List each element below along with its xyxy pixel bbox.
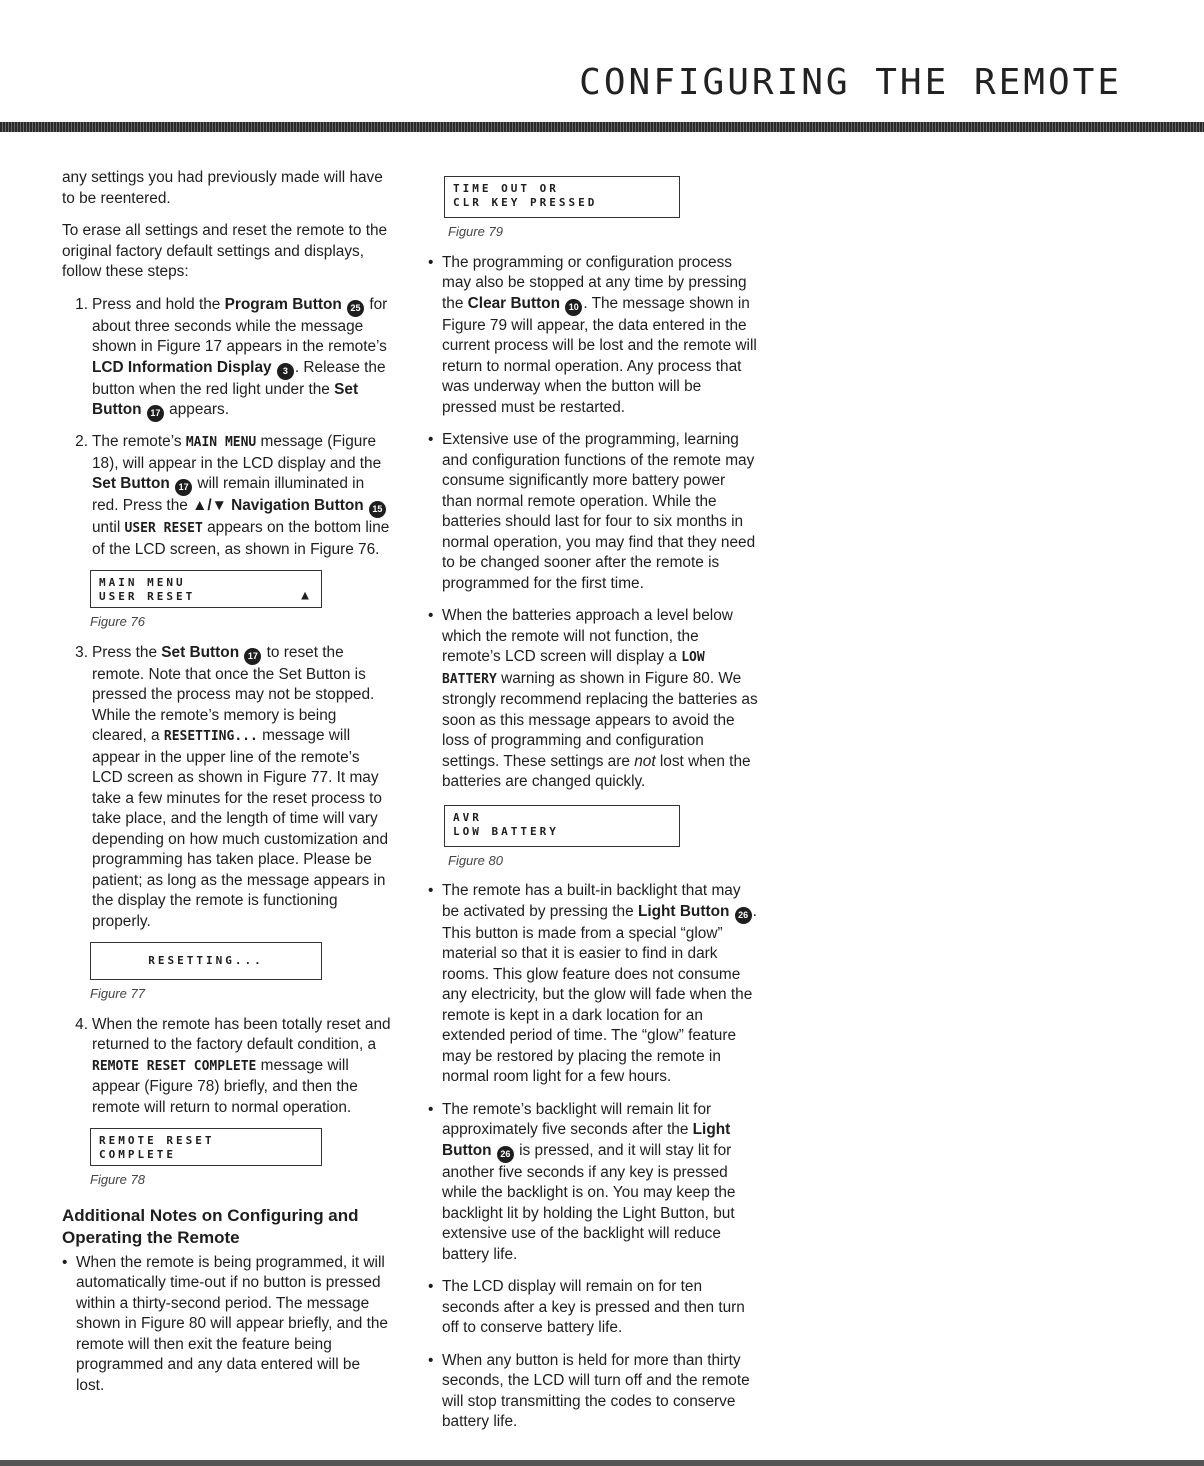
figure-caption: Figure 78 xyxy=(90,1172,145,1187)
step-4 xyxy=(62,1015,392,1119)
callout-badge: 15 xyxy=(369,501,386,518)
lcd-figure-79: TIME OUT OR CLR KEY PRESSED xyxy=(444,176,680,218)
callout-badge: 26 xyxy=(497,1146,514,1163)
callout-badge: 3 xyxy=(277,363,294,380)
list-item: • The programming or configuration process may also be stopped at any time by pressing the Clear Button 10 . The message shown in Figure 79 will appear, the data entered in the current process will be lost and the remote will return to normal operation. Any process that was underway when the button will be pressed must be restarted. xyxy=(428,253,758,419)
notes-list xyxy=(428,253,758,793)
title-rule xyxy=(0,122,1204,132)
intro-paragraph: any settings you had previously made will have to be reentered. xyxy=(62,169,383,207)
page-title: CONFIGURING THE REMOTE xyxy=(579,62,1122,103)
step-number: 4. xyxy=(75,1015,88,1033)
figure-caption: Figure 80 xyxy=(448,852,503,868)
list-item: • The LCD display will remain on for ten seconds after a key is pressed and then turn off to conserve battery life. xyxy=(428,1277,758,1339)
step-3 xyxy=(62,643,392,933)
step-number: 3. xyxy=(75,643,88,661)
list-item: • When any button is held for more than thirty seconds, the LCD will turn off and the remote will stop transmitting the codes to conserve battery life. xyxy=(428,1351,758,1433)
list-item: • When the batteries approach a level below which the remote will not function, the remote’s LCD screen will display a LOW BATTERY warning as shown in Figure 80. We strongly recommend replacing the batteries as soon as this message appears to avoid the loss of programming and configuration settings. These settings are not lost when the batteries are changed quickly. xyxy=(428,606,758,793)
callout-badge: 17 xyxy=(244,648,261,665)
step-text: The remote’s MAIN MENU message (Figure 18), will appear in the LCD display and the Set Button 17 will remain illuminated in red. Press the ▲/▼ Navigation Button 15 until USER RESET appears on the bottom line of the LCD screen, as shown in Figure 76. xyxy=(92,433,390,558)
callout-badge: 17 xyxy=(175,479,192,496)
step-text: When the remote has been totally reset and returned to the factory default condition, a REMOTE RESET COMPLETE message will appear (Figure 78) briefly, and then the remote will return to normal operation. xyxy=(92,1015,391,1116)
lcd-figure-76: MAIN MENU USER RESET ▲ xyxy=(90,570,322,608)
instructions-paragraph: To erase all settings and reset the remote to the original factory default settings and displays, follow these steps: xyxy=(62,222,388,280)
figure-caption: Figure 79 xyxy=(448,224,503,239)
notes-list xyxy=(62,1253,392,1397)
step-text: Press the Set Button 17 to reset the remote. Note that once the Set Button is pressed the process may not be stopped. While the remote’s memory is being cleared, a RESETTING... message will appear in the upper line of the remote’s LCD screen as shown in Figure 77. It may take a few minutes for the reset process to take place, and the length of time will vary depending on how much customization and programming has taken place. Please be patient; as long as the message appears in the display the remote is functioning properly. xyxy=(92,643,389,930)
figure-caption: Figure 76 xyxy=(90,614,145,629)
figure-caption: Figure 77 xyxy=(90,986,145,1001)
step-text: Press and hold the Program Button 25 for about three seconds while the message shown in Figure 17 appears in the remote’s LCD Information Display 3 . Release the button when the red light under the Set Button 17 appears. xyxy=(92,295,392,423)
callout-badge: 17 xyxy=(147,405,164,422)
callout-badge: 26 xyxy=(735,907,752,924)
step-2 xyxy=(62,432,392,560)
step-number: 1. xyxy=(75,295,88,313)
section-heading: Additional Notes on Configuring and Operating the Remote xyxy=(62,1205,359,1247)
bottom-rule xyxy=(0,1460,1204,1466)
callout-badge: 25 xyxy=(347,300,364,317)
lcd-figure-80: AVR LOW BATTERY xyxy=(444,805,680,847)
callout-badge: 10 xyxy=(565,299,582,316)
list-item: • When the remote is being programmed, it will automatically time-out if no button is pressed within a thirty-second period. The message shown in Figure 80 will appear briefly, and the remote will then exit the feature being programmed and any data entered will be lost. xyxy=(62,1253,392,1397)
lcd-figure-77: RESETTING... xyxy=(90,942,322,980)
step-number: 2. xyxy=(75,433,88,450)
right-column xyxy=(428,168,758,1445)
list-item: • The remote’s backlight will remain lit for approximately five seconds after the Light Button 26 is pressed, and it will stay lit for another five seconds if any key is pressed while the backlight is on. You may keep the backlight lit by holding the Light Button, but extensive use of the backlight will reduce battery life. xyxy=(428,1100,758,1266)
list-item: • The remote has a built-in backlight that may be activated by pressing the Light Button 26 . This button is made from a special “glow” material so that it is easier to find in dark rooms. This glow feature does not consume any electricity, but the glow will fade when the remote is kept in a dark location for an extended period of time. The “glow” feature may be restored by placing the remote in normal room light for a few hours. xyxy=(428,881,758,1088)
lcd-figure-78: REMOTE RESET COMPLETE xyxy=(90,1128,322,1166)
up-arrow-icon: ▲ xyxy=(301,588,309,603)
notes-list xyxy=(428,881,758,1433)
left-column xyxy=(62,168,392,1408)
step-1 xyxy=(62,295,392,423)
list-item: • Extensive use of the programming, learning and configuration functions of the remote may consume significantly more battery power than normal remote operation. While the batteries should last for four to six months in normal operation, you may find that they need to be changed sooner after the remote is programmed for the first time. xyxy=(428,430,758,594)
